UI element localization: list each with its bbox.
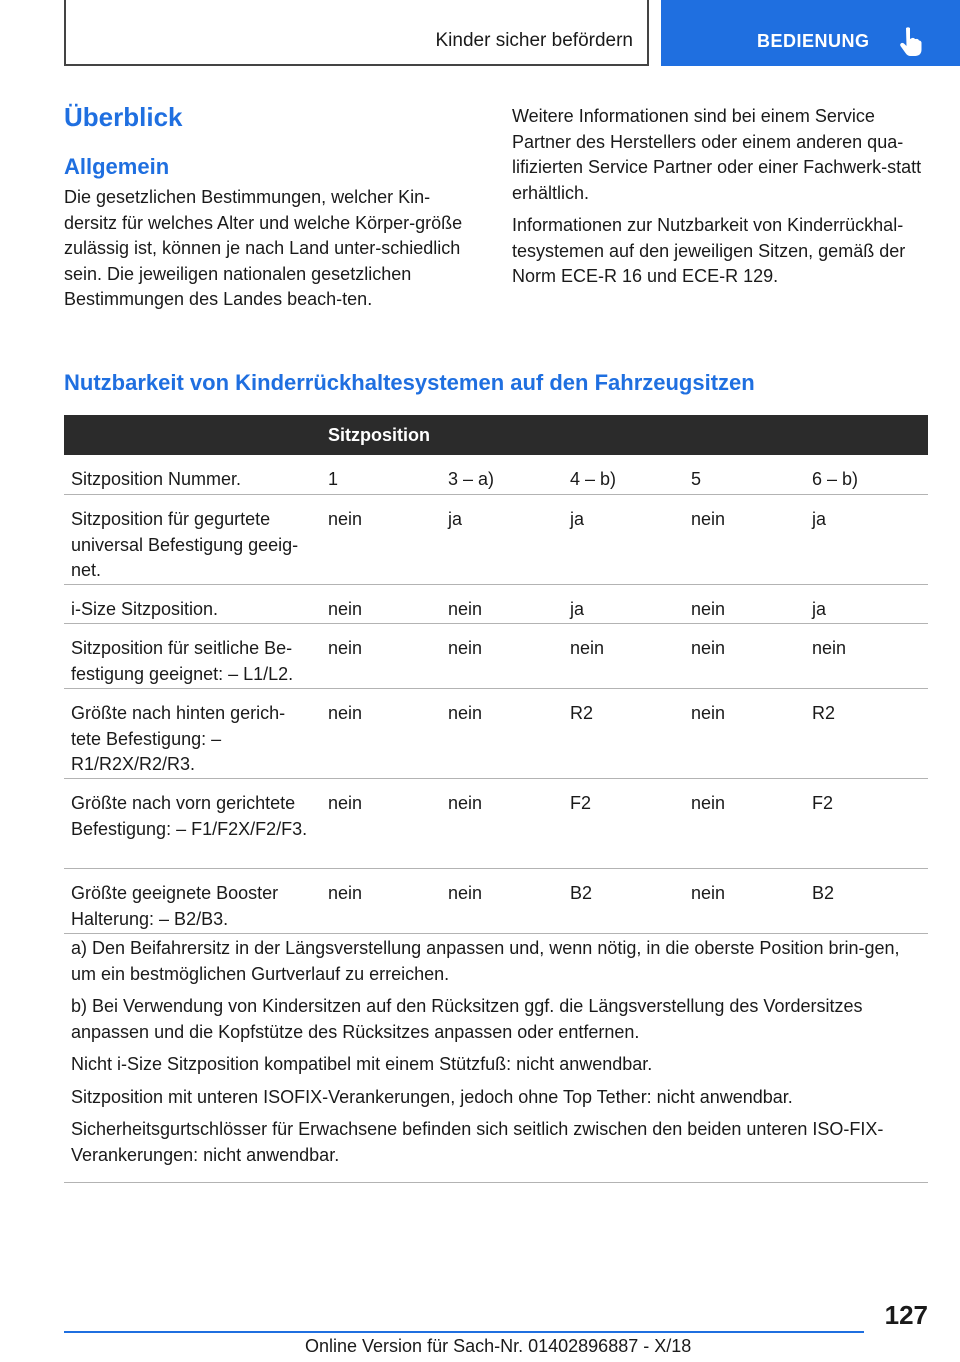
row-label: Sitzposition Nummer. xyxy=(71,469,242,489)
table-row xyxy=(64,779,928,869)
row-label: Sitzposition für gegurtete universal Befestigung geeig-net. xyxy=(71,509,299,580)
cell: nein xyxy=(691,509,726,529)
footnote: a) Den Beifahrersitz in der Längsverstellung anpassen und, wenn nötig, in die oberste Position brin-gen, um ein bestmöglichen Gurtverlauf zu erreichen. xyxy=(71,938,900,984)
table-row xyxy=(64,455,928,495)
online-version-note: Online Version für Sach-Nr. 01402896887 - X/18 xyxy=(305,1336,692,1356)
cell: R2 xyxy=(812,703,836,723)
footnote: Sitzposition mit unteren ISOFIX-Verankerungen, jedoch ohne Top Tether: nicht anwendbar. xyxy=(71,1086,793,1107)
cell: nein xyxy=(448,883,483,903)
table-row xyxy=(64,689,928,779)
cell: ja xyxy=(812,599,827,619)
table-row xyxy=(64,495,928,585)
cell: nein xyxy=(448,793,483,813)
cell: B2 xyxy=(812,883,835,903)
table-row xyxy=(64,624,928,689)
footer-divider xyxy=(64,1331,864,1333)
cell: nein xyxy=(691,793,726,813)
cell: nein xyxy=(328,793,363,813)
cell: nein xyxy=(328,599,363,619)
cell: nein xyxy=(328,703,363,723)
footnote: Sicherheitsgurtschlösser für Erwachsene befinden sich seitlich zwischen den beiden unteren ISO-FIX-Verankerungen: nicht anwendbar. xyxy=(71,1119,884,1165)
cell: ja xyxy=(570,599,585,619)
row-label: Sitzposition für seitliche Be-festigung geeignet: – L1/L2. xyxy=(71,638,294,684)
cell: 3 – a) xyxy=(448,469,495,489)
norm-info-paragraph: Informationen zur Nutzbarkeit von Kinderrückhal-tesystemen auf den jeweiligen Sitzen, gemäß der Norm ECE-R 16 und ECE-R 129. xyxy=(512,215,906,286)
page-number: 127 xyxy=(884,1300,928,1330)
cell: ja xyxy=(448,509,463,529)
table-header-row xyxy=(64,415,928,455)
general-paragraph: Die gesetzlichen Bestimmungen, welcher Kin-dersitz für welches Alter und welche Körper-größe zulässig ist, können je nach Land unter-schiedlich sein. Die jeweiligen nationalen gesetzlichen Bestimmungen des Landes beach-ten. xyxy=(64,187,463,309)
row-label: Größte nach vorn gerichtete Befestigung: – F1/F2X/F2/F3. xyxy=(71,793,308,839)
cell: 5 xyxy=(691,469,702,489)
cell: nein xyxy=(812,638,847,658)
row-label: Größte nach hinten gerich-tete Befestigung: – R1/R2X/R2/R3. xyxy=(71,703,286,774)
table-header-label: Sitzposition xyxy=(328,425,430,445)
cell: nein xyxy=(691,599,726,619)
seat-usability-table xyxy=(64,415,928,934)
cell: nein xyxy=(448,638,483,658)
cell: B2 xyxy=(570,883,593,903)
cell: nein xyxy=(691,638,726,658)
table-footnotes xyxy=(64,936,928,1183)
cell: ja xyxy=(812,509,827,529)
cell: 6 – b) xyxy=(812,469,859,489)
row-label: i-Size Sitzposition. xyxy=(71,599,219,619)
subsection-title: Allgemein xyxy=(64,154,170,179)
cell: nein xyxy=(570,638,605,658)
cell: nein xyxy=(328,638,363,658)
cell: nein xyxy=(448,599,483,619)
cell: 1 xyxy=(328,469,339,489)
cell: nein xyxy=(328,883,363,903)
overview-left-column xyxy=(64,100,480,313)
footnote: Nicht i-Size Sitzposition kompatibel mit einem Stützfuß: nicht anwendbar. xyxy=(71,1054,653,1074)
cell: F2 xyxy=(812,793,834,813)
cell: F2 xyxy=(570,793,592,813)
pointing-hand-icon xyxy=(897,26,923,56)
table-row xyxy=(64,869,928,934)
service-info-paragraph: Weitere Informationen sind bei einem Service Partner des Herstellers oder einem anderen qua-lifizierten Service Partner oder einer Fachwerk-statt erhältlich. xyxy=(512,106,922,203)
cell: 4 – b) xyxy=(570,469,617,489)
page-title: Überblick xyxy=(64,102,183,132)
cell: nein xyxy=(328,509,363,529)
cell: nein xyxy=(691,703,726,723)
table-row xyxy=(64,585,928,624)
cell: R2 xyxy=(570,703,594,723)
chapter-header xyxy=(64,0,649,66)
chapter-title: Kinder sicher befördern xyxy=(435,30,633,51)
cell: nein xyxy=(691,883,726,903)
overview-right-column xyxy=(512,104,930,290)
section-tab[interactable] xyxy=(661,0,960,66)
section-title: BEDIENUNG xyxy=(757,31,870,51)
cell: ja xyxy=(570,509,585,529)
footnote: b) Bei Verwendung von Kindersitzen auf den Rücksitzen ggf. die Längsverstellung des Vordersitzes anpassen und die Kopfstütze des Rücksitzes anpassen oder entfernen. xyxy=(71,996,863,1042)
cell: nein xyxy=(448,703,483,723)
row-label: Größte geeignete Booster Halterung: – B2/B3. xyxy=(71,883,279,929)
table-heading: Nutzbarkeit von Kinderrückhaltesystemen auf den Fahrzeugsitzen xyxy=(64,370,755,395)
